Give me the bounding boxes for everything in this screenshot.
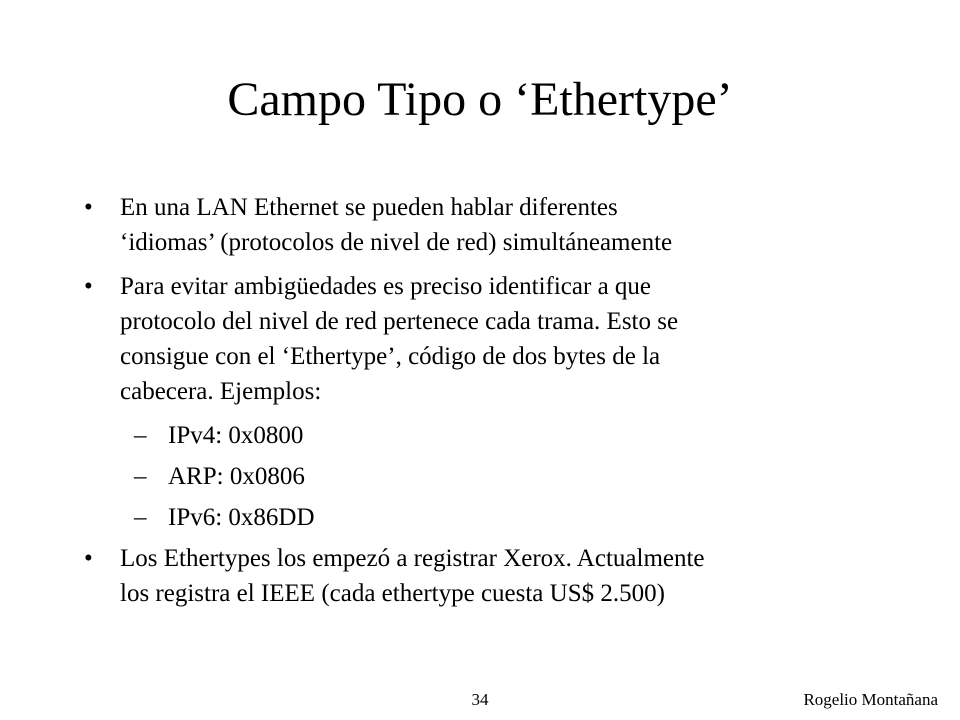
bullet-icon: • <box>84 273 93 300</box>
sub-item-text: IPv4: 0x0800 <box>168 422 304 449</box>
author-name: Rogelio Montañana <box>803 690 938 709</box>
bullet-item-multiple-protocols <box>84 190 904 260</box>
sub-item-text: IPv6: 0x86DD <box>168 504 315 531</box>
slide-title: Campo Tipo o ‘Ethertype’ <box>227 73 733 126</box>
bullet-item-registration <box>84 541 904 611</box>
bullet-text-line: protocolo del nivel de red pertenece cada trama. Esto se <box>120 308 679 335</box>
bullet-item-ethertype-purpose <box>84 269 904 409</box>
bullet-text-line: consigue con el ‘Ethertype’, código de dos bytes de la <box>120 343 661 370</box>
bullet-text-line: cabecera. Ejemplos: <box>120 378 322 405</box>
sub-item-ipv6 <box>84 500 904 535</box>
dash-icon: – <box>134 422 147 449</box>
sub-item-text: ARP: 0x0806 <box>168 463 305 490</box>
sub-item-arp <box>84 459 904 494</box>
bullet-icon: • <box>84 545 93 572</box>
bullet-icon: • <box>84 194 93 221</box>
dash-icon: – <box>134 463 147 490</box>
bullet-text-line: Para evitar ambigüedades es preciso identificar a que <box>120 273 652 300</box>
dash-icon: – <box>134 504 147 531</box>
bullet-text-line: En una LAN Ethernet se pueden hablar diferentes <box>120 194 618 221</box>
bullet-text-line: Los Ethertypes los empezó a registrar Xerox. Actualmente <box>120 545 705 572</box>
sub-item-ipv4 <box>84 418 904 453</box>
bullet-text-line: los registra el IEEE (cada ethertype cuesta US$ 2.500) <box>120 580 665 607</box>
bullet-text-line: ‘idiomas’ (protocolos de nivel de red) simultáneamente <box>120 229 673 256</box>
page-number: 34 <box>471 690 489 709</box>
slide-body <box>84 190 904 620</box>
